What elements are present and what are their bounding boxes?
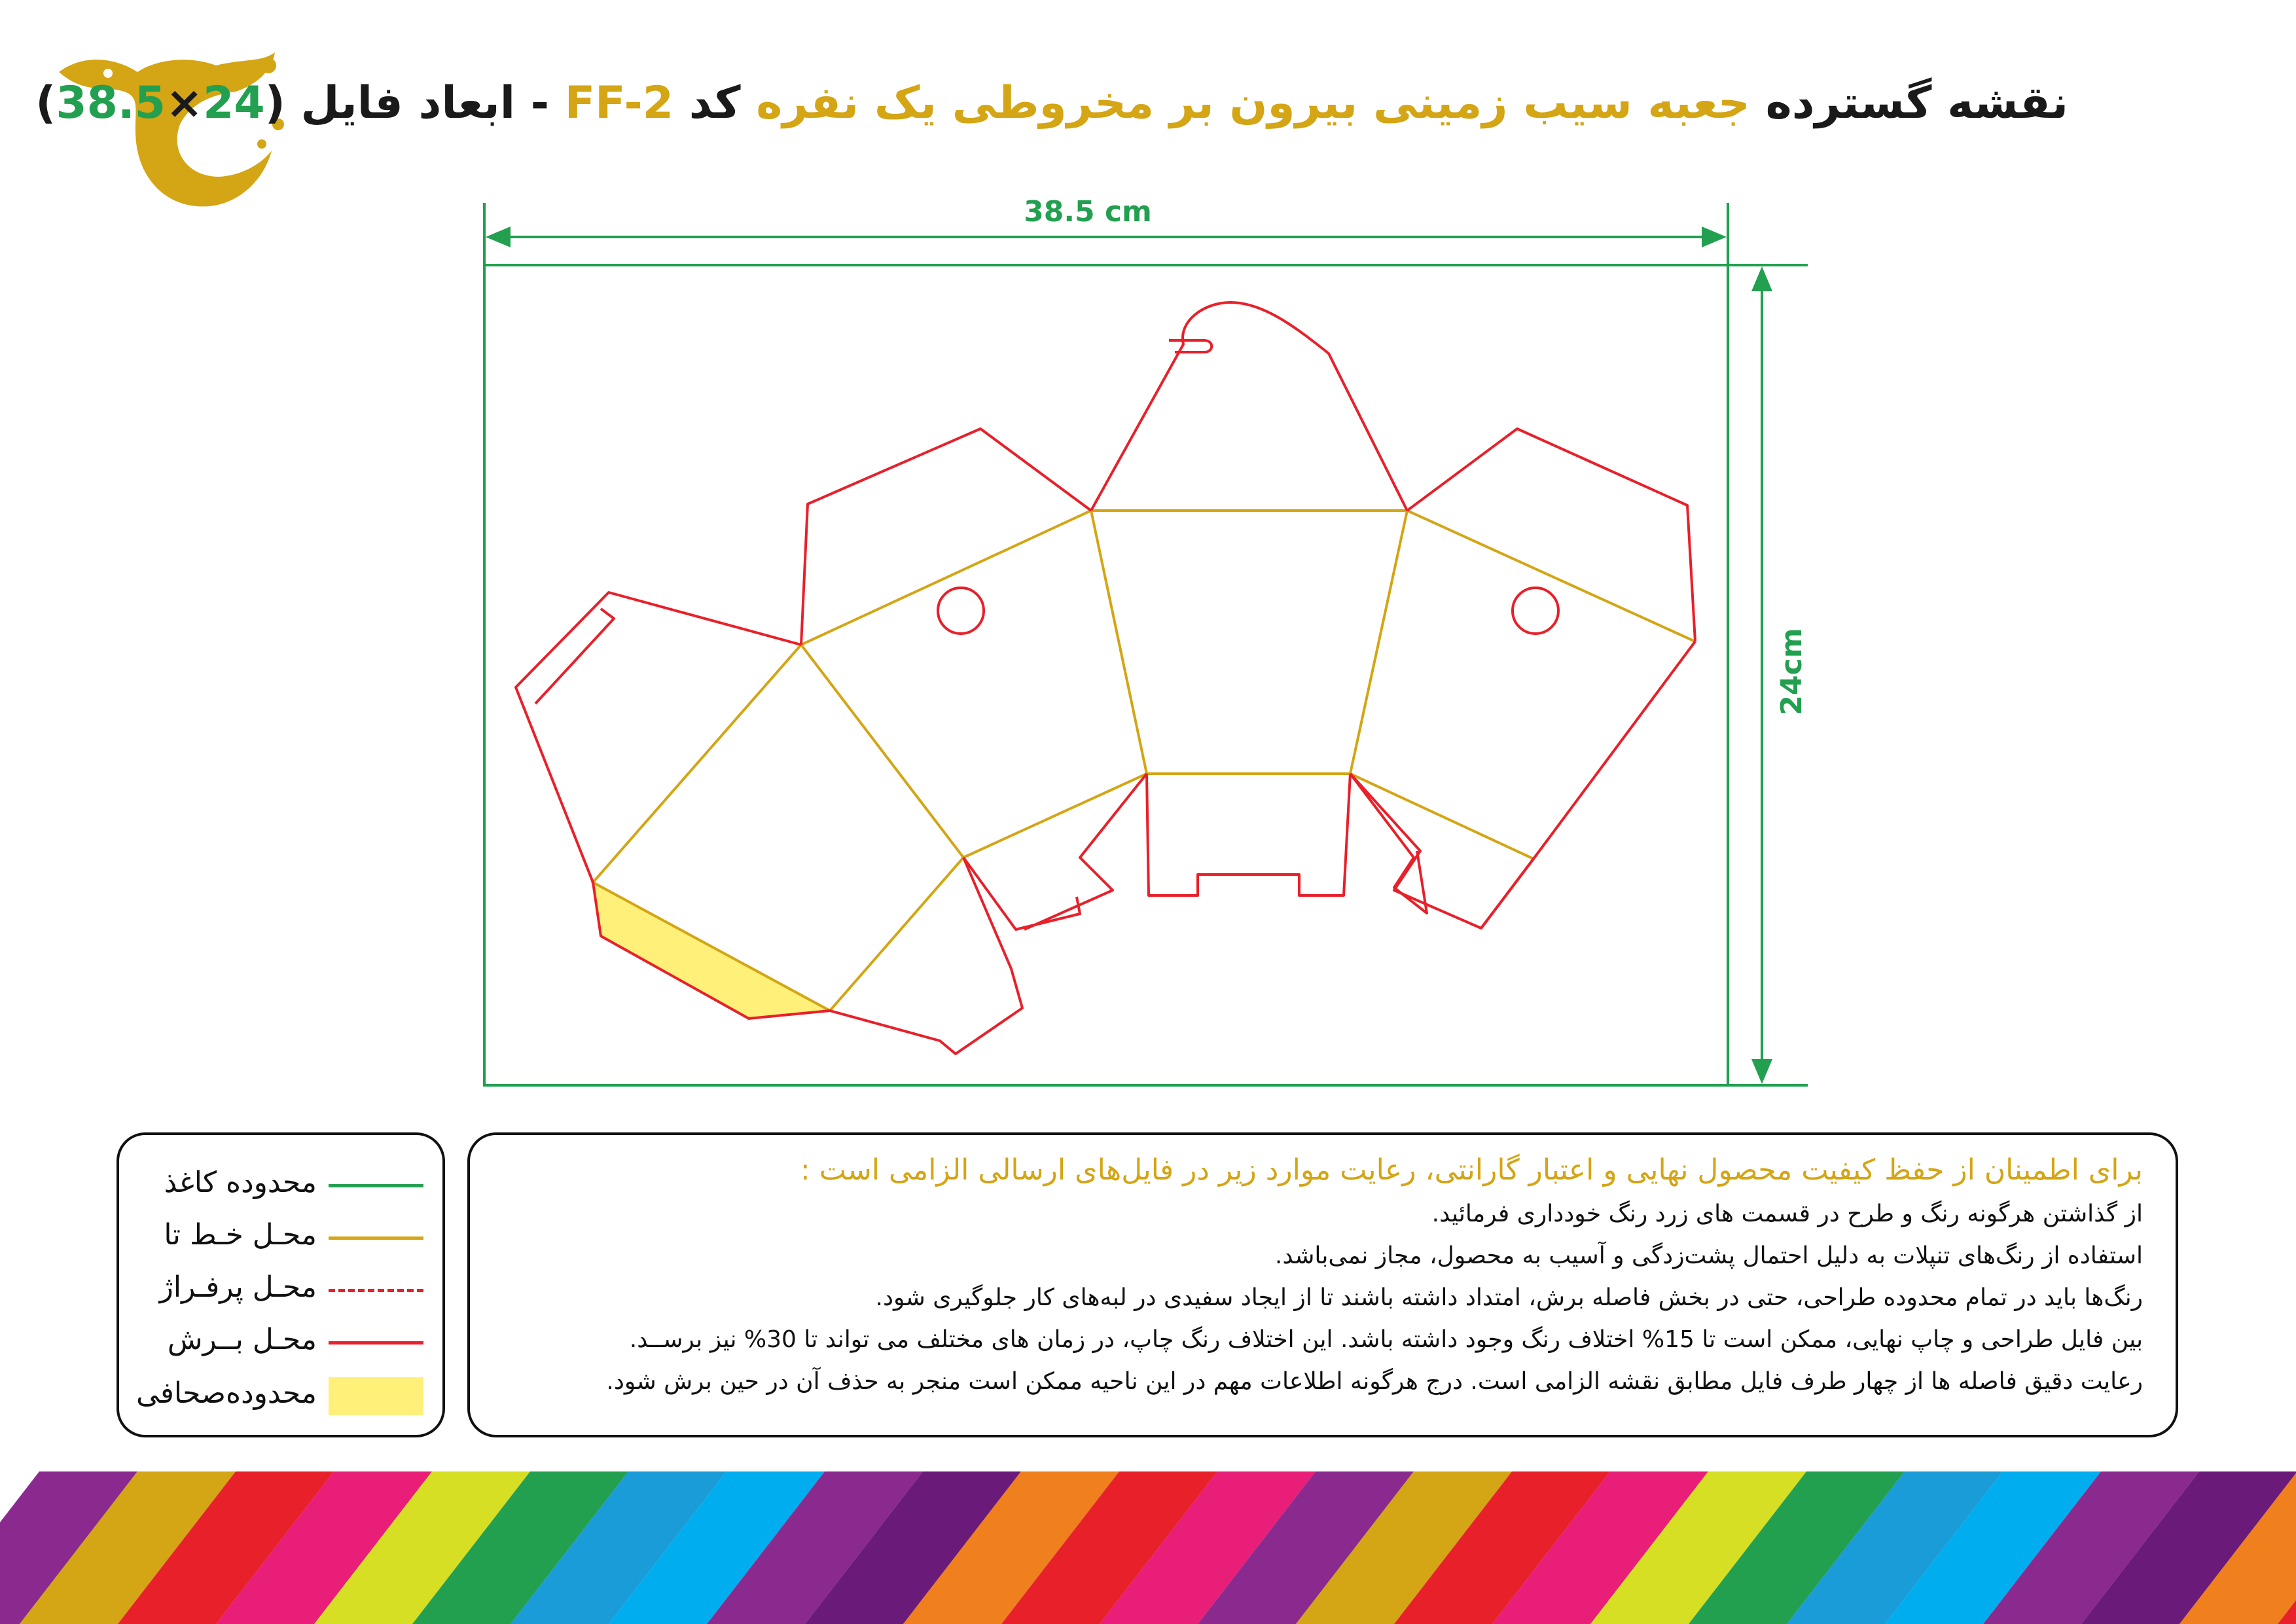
- note-line: از گذاشتن هرگونه رنگ و طرح در قسمت های زرد رنگ خودداری فرمائید.: [1431, 1200, 2143, 1227]
- rainbow-stripes: [0, 1471, 2296, 1624]
- legend-item-paper: [119, 1160, 448, 1206]
- legend-item-fold: [119, 1212, 448, 1258]
- legend-sample-perforation: [329, 1289, 423, 1292]
- legend-sample-fold: [329, 1236, 423, 1240]
- note-line: رنگ‌ها باید در تمام محدوده طراحی، حتی در بخش فاصله برش، امتداد داشته باشند تا از ایجاد سفیدی در لبه‌های کار جلوگیری شود.: [875, 1284, 2143, 1311]
- legend-label: محدوده کاغذ: [164, 1166, 317, 1199]
- legend-item-binding: [119, 1371, 448, 1416]
- legend-sample-cut: [329, 1341, 423, 1344]
- height-arrow-top: [1751, 266, 1772, 291]
- notes-box: [467, 1132, 2178, 1437]
- legend-label: محدوده‌صحافی: [136, 1377, 317, 1410]
- page-title: نقشه گسترده جعبه سیب زمینی بیرون بر مخروطی یک نفره کد FF-2 - ابعاد فایل (24×38.5): [35, 77, 2068, 129]
- legend-item-perforation: [119, 1265, 448, 1310]
- notes-heading: برای اطمینان از حفظ کیفیت محصول نهایی و اعتبار گارانتی، رعایت موارد زیر در فایل‌های ارسالی الزامی است :: [800, 1153, 2143, 1187]
- legend-item-cut: [119, 1317, 448, 1363]
- width-arrow-right: [1702, 226, 1727, 247]
- width-label: 38.5 cm: [1024, 195, 1152, 228]
- height-arrow-bottom: [1751, 1059, 1772, 1084]
- legend-box: [117, 1132, 445, 1437]
- legend-sample-binding: [329, 1377, 423, 1415]
- height-label: 24cm: [1775, 628, 1808, 715]
- note-line: رعایت دقیق فاصله ها از چهار طرف فایل مطابق نقشه الزامی است. درج هرگونه اطلاعات مهم در این ناحیه ممکن است منجر به حذف آن در حین برش شود.: [606, 1368, 2143, 1395]
- note-line: استفاده از رنگ‌های تنپلات به دلیل احتمال پشت‌زدگی و آسیب به محصول، مجاز نمی‌باشد.: [1274, 1242, 2143, 1269]
- fold-lines: [593, 511, 1695, 1011]
- legend-label: محـل خـط تا: [164, 1218, 317, 1252]
- legend-label: محـل پرفـراژ: [159, 1271, 317, 1304]
- legend-label: محـل بــرش: [167, 1323, 317, 1356]
- width-arrow-left: [486, 226, 511, 247]
- legend-sample-paper: [329, 1184, 423, 1187]
- note-line: بین فایل طراحی و چاپ نهایی، ممکن است تا 15% اختلاف رنگ وجود داشته باشد. این اختلاف رنگ چاپ، در زمان های مختلف می تواند تا 30% نیز برســد.: [629, 1326, 2143, 1353]
